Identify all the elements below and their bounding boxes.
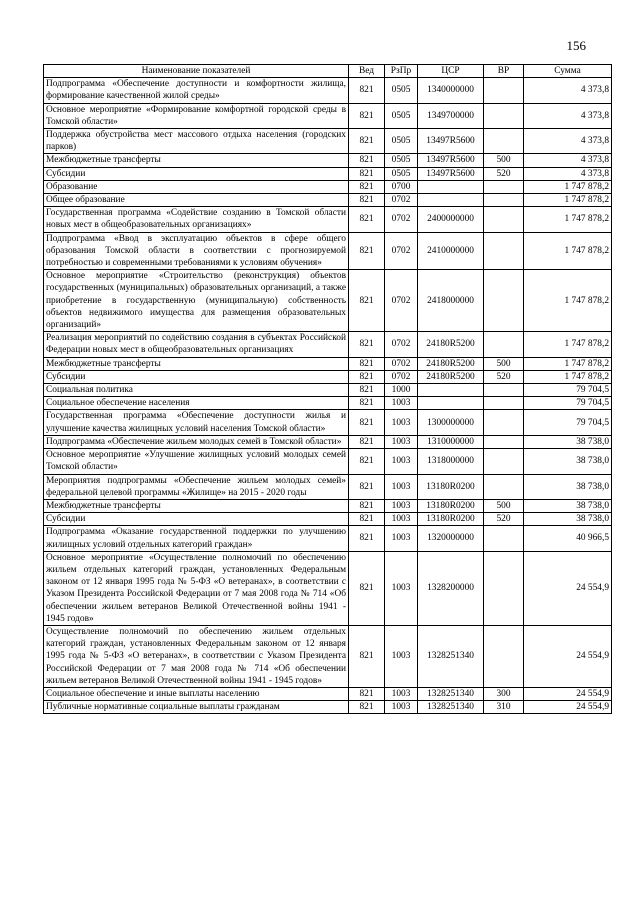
table-row	[44, 449, 612, 474]
row-name: Межбюджетные трансферты	[44, 357, 349, 370]
row-vr	[484, 180, 524, 193]
row-ved: 821	[349, 687, 385, 700]
row-name: Поддержка обустройства мест массового отдыха населения (городских парков)	[44, 129, 349, 154]
row-rzpr: 0702	[385, 357, 418, 370]
row-rzpr: 0702	[385, 332, 418, 357]
row-name: Социальное обеспечение населения	[44, 397, 349, 410]
header-rzpr: РзПр	[385, 65, 418, 78]
row-rzpr: 0702	[385, 232, 418, 270]
table-row	[44, 687, 612, 700]
row-ved: 821	[349, 207, 385, 232]
row-rzpr: 0505	[385, 129, 418, 154]
header-ved: Вед	[349, 65, 385, 78]
row-sum: 1 747 878,2	[524, 232, 612, 270]
row-rzpr: 0505	[385, 167, 418, 180]
row-csr: 24180R5200	[418, 357, 484, 370]
row-csr: 2400000000	[418, 207, 484, 232]
table-row	[44, 435, 612, 448]
table-row	[44, 370, 612, 383]
row-ved: 821	[349, 701, 385, 714]
row-vr: 500	[484, 357, 524, 370]
row-csr: 13497R5600	[418, 167, 484, 180]
row-sum: 24 554,9	[524, 625, 612, 687]
row-ved: 821	[349, 332, 385, 357]
row-vr	[484, 270, 524, 332]
table-row	[44, 232, 612, 270]
row-ved: 821	[349, 270, 385, 332]
row-vr: 310	[484, 701, 524, 714]
row-csr	[418, 180, 484, 193]
table-row	[44, 410, 612, 435]
row-name: Государственная программа «Содействие созданию в Томской области новых мест в общеобразовательных организациях»	[44, 207, 349, 232]
table-row	[44, 332, 612, 357]
row-vr	[484, 207, 524, 232]
row-ved: 821	[349, 232, 385, 270]
table-row	[44, 625, 612, 687]
row-rzpr: 1003	[385, 435, 418, 448]
row-rzpr: 1003	[385, 513, 418, 526]
row-csr: 1310000000	[418, 435, 484, 448]
row-name: Публичные нормативные социальные выплаты гражданам	[44, 701, 349, 714]
row-sum: 1 747 878,2	[524, 370, 612, 383]
row-name: Социальное обеспечение и иные выплаты населению	[44, 687, 349, 700]
row-ved: 821	[349, 499, 385, 512]
row-name: Государственная программа «Обеспечение доступности жилья и улучшение качества жилищных условий населения Томской области»	[44, 410, 349, 435]
row-csr: 13180R0200	[418, 474, 484, 499]
table-row	[44, 270, 612, 332]
row-name: Осуществление полномочий по обеспечению жильем отдельных категорий граждан, установленных Федеральным законом от 12 января 1995 года № 5-ФЗ «О ветеранах», в соответствии с Указом Президента Российской Федерации от 7 мая 2008 года № 714 «Об обеспечении жильем ветеранов Великой Отечественной войны 1941 - 1945 годов»	[44, 625, 349, 687]
row-rzpr: 1000	[385, 384, 418, 397]
row-vr	[484, 474, 524, 499]
row-vr	[484, 397, 524, 410]
row-vr: 520	[484, 513, 524, 526]
row-name: Субсидии	[44, 370, 349, 383]
row-ved: 821	[349, 526, 385, 551]
table-row	[44, 384, 612, 397]
row-rzpr: 1003	[385, 449, 418, 474]
row-csr	[418, 384, 484, 397]
row-ved: 821	[349, 397, 385, 410]
row-rzpr: 0505	[385, 103, 418, 128]
row-sum: 38 738,0	[524, 449, 612, 474]
row-ved: 821	[349, 384, 385, 397]
row-ved: 821	[349, 474, 385, 499]
row-rzpr: 1003	[385, 551, 418, 625]
table-row	[44, 551, 612, 625]
row-name: Межбюджетные трансферты	[44, 499, 349, 512]
row-csr: 1340000000	[418, 78, 484, 103]
row-csr: 1328251340	[418, 625, 484, 687]
row-sum: 38 738,0	[524, 513, 612, 526]
row-rzpr: 1003	[385, 474, 418, 499]
row-vr	[484, 129, 524, 154]
table-row	[44, 103, 612, 128]
budget-table	[43, 64, 612, 714]
row-csr: 13497R5600	[418, 154, 484, 167]
row-ved: 821	[349, 129, 385, 154]
row-ved: 821	[349, 449, 385, 474]
row-csr: 24180R5200	[418, 332, 484, 357]
row-name: Основное мероприятие «Осуществление полномочий по обеспечению жильем отдельных категорий граждан, установленных Федеральным законом от 12 января 1995 года № 5-ФЗ «О ветеранах», в соответствии с Указом Президента Российской Федерации от 7 мая 2008 года № 714 «Об обеспечении жильем ветеранов Великой Отечественной войны 1941 - 1945 годов»	[44, 551, 349, 625]
row-rzpr: 1003	[385, 625, 418, 687]
header-csr: ЦСР	[418, 65, 484, 78]
row-name: Образование	[44, 180, 349, 193]
row-name: Основное мероприятие «Улучшение жилищных условий молодых семей Томской области»	[44, 449, 349, 474]
row-rzpr: 0702	[385, 370, 418, 383]
row-ved: 821	[349, 154, 385, 167]
row-ved: 821	[349, 167, 385, 180]
row-name: Субсидии	[44, 167, 349, 180]
row-ved: 821	[349, 78, 385, 103]
row-rzpr: 0702	[385, 194, 418, 207]
table-row	[44, 499, 612, 512]
row-vr	[484, 410, 524, 435]
row-rzpr: 0702	[385, 270, 418, 332]
header-vr: ВР	[484, 65, 524, 78]
page-number: 156	[566, 38, 586, 53]
row-rzpr: 0505	[385, 78, 418, 103]
row-name: Основное мероприятие «Строительство (реконструкция) объектов государственных (муниципальных) образовательных организаций, а также приобретение в государственную (муниципальную) собственность объектов недвижимого имущества для размещения образовательных организаций»	[44, 270, 349, 332]
row-ved: 821	[349, 551, 385, 625]
row-csr: 1320000000	[418, 526, 484, 551]
row-ved: 821	[349, 194, 385, 207]
row-sum: 4 373,8	[524, 103, 612, 128]
row-name: Мероприятия подпрограммы «Обеспечение жильем молодых семей» федеральной целевой программы «Жилище» на 2015 - 2020 годы	[44, 474, 349, 499]
row-rzpr: 1003	[385, 499, 418, 512]
table-header-row	[44, 65, 612, 78]
row-csr: 2410000000	[418, 232, 484, 270]
row-vr: 520	[484, 167, 524, 180]
row-name: Социальная политика	[44, 384, 349, 397]
row-ved: 821	[349, 410, 385, 435]
row-rzpr: 1003	[385, 410, 418, 435]
row-ved: 821	[349, 103, 385, 128]
row-rzpr: 1003	[385, 397, 418, 410]
table-row	[44, 701, 612, 714]
row-vr	[484, 384, 524, 397]
table-row	[44, 78, 612, 103]
row-sum: 24 554,9	[524, 687, 612, 700]
row-sum: 40 966,5	[524, 526, 612, 551]
row-vr: 500	[484, 154, 524, 167]
row-sum: 24 554,9	[524, 551, 612, 625]
row-sum: 79 704,5	[524, 384, 612, 397]
row-csr: 13180R0200	[418, 499, 484, 512]
row-rzpr: 0700	[385, 180, 418, 193]
row-rzpr: 0702	[385, 207, 418, 232]
table-row	[44, 154, 612, 167]
row-vr	[484, 625, 524, 687]
row-sum: 79 704,5	[524, 410, 612, 435]
row-sum: 4 373,8	[524, 154, 612, 167]
row-sum: 1 747 878,2	[524, 180, 612, 193]
row-vr: 300	[484, 687, 524, 700]
table-row	[44, 474, 612, 499]
row-csr: 1328251340	[418, 701, 484, 714]
row-sum: 4 373,8	[524, 129, 612, 154]
row-name: Основное мероприятие «Формирование комфортной городской среды в Томской области»	[44, 103, 349, 128]
row-csr: 1328200000	[418, 551, 484, 625]
row-vr	[484, 551, 524, 625]
row-vr: 500	[484, 499, 524, 512]
table-row	[44, 129, 612, 154]
table-row	[44, 194, 612, 207]
row-ved: 821	[349, 370, 385, 383]
row-vr	[484, 232, 524, 270]
row-sum: 1 747 878,2	[524, 207, 612, 232]
table-row	[44, 207, 612, 232]
row-name: Субсидии	[44, 513, 349, 526]
row-rzpr: 1003	[385, 701, 418, 714]
row-vr	[484, 78, 524, 103]
row-name: Подпрограмма «Ввод в эксплуатацию объектов в сфере общего образования Томской области в соответствии с прогнозируемой потребностью и современными требованиями к условиям обучения»	[44, 232, 349, 270]
row-csr: 1318000000	[418, 449, 484, 474]
row-sum: 1 747 878,2	[524, 270, 612, 332]
row-csr: 1349700000	[418, 103, 484, 128]
row-csr: 1300000000	[418, 410, 484, 435]
table-row	[44, 513, 612, 526]
row-csr: 13180R0200	[418, 513, 484, 526]
row-vr	[484, 332, 524, 357]
row-csr: 24180R5200	[418, 370, 484, 383]
row-sum: 24 554,9	[524, 701, 612, 714]
row-csr	[418, 397, 484, 410]
row-ved: 821	[349, 180, 385, 193]
row-ved: 821	[349, 357, 385, 370]
row-sum: 79 704,5	[524, 397, 612, 410]
row-csr: 2418000000	[418, 270, 484, 332]
row-name: Реализация мероприятий по содействию создания в субъектах Российской Федерации новых мест в общеобразовательных организациях	[44, 332, 349, 357]
row-sum: 38 738,0	[524, 474, 612, 499]
row-vr: 520	[484, 370, 524, 383]
row-csr	[418, 194, 484, 207]
row-sum: 1 747 878,2	[524, 332, 612, 357]
table-row	[44, 180, 612, 193]
row-rzpr: 0505	[385, 154, 418, 167]
row-vr	[484, 194, 524, 207]
row-name: Межбюджетные трансферты	[44, 154, 349, 167]
row-name: Подпрограмма «Оказание государственной поддержки по улучшению жилищных условий отдельных категорий граждан»	[44, 526, 349, 551]
row-rzpr: 1003	[385, 526, 418, 551]
row-rzpr: 1003	[385, 687, 418, 700]
row-ved: 821	[349, 513, 385, 526]
row-sum: 4 373,8	[524, 167, 612, 180]
row-sum: 38 738,0	[524, 435, 612, 448]
row-sum: 38 738,0	[524, 499, 612, 512]
row-vr	[484, 103, 524, 128]
header-name: Наименование показателей	[44, 65, 349, 78]
row-csr: 13497R5600	[418, 129, 484, 154]
header-sum: Сумма	[524, 65, 612, 78]
row-name: Общее образование	[44, 194, 349, 207]
table-row	[44, 526, 612, 551]
row-name: Подпрограмма «Обеспечение жильем молодых семей в Томской области»	[44, 435, 349, 448]
row-vr	[484, 526, 524, 551]
row-csr: 1328251340	[418, 687, 484, 700]
row-name: Подпрограмма «Обеспечение доступности и комфортности жилища, формирование качественной жилой среды»	[44, 78, 349, 103]
row-sum: 4 373,8	[524, 78, 612, 103]
row-sum: 1 747 878,2	[524, 194, 612, 207]
row-sum: 1 747 878,2	[524, 357, 612, 370]
row-ved: 821	[349, 625, 385, 687]
row-ved: 821	[349, 435, 385, 448]
table-row	[44, 167, 612, 180]
table-row	[44, 397, 612, 410]
row-vr	[484, 449, 524, 474]
table-row	[44, 357, 612, 370]
row-vr	[484, 435, 524, 448]
